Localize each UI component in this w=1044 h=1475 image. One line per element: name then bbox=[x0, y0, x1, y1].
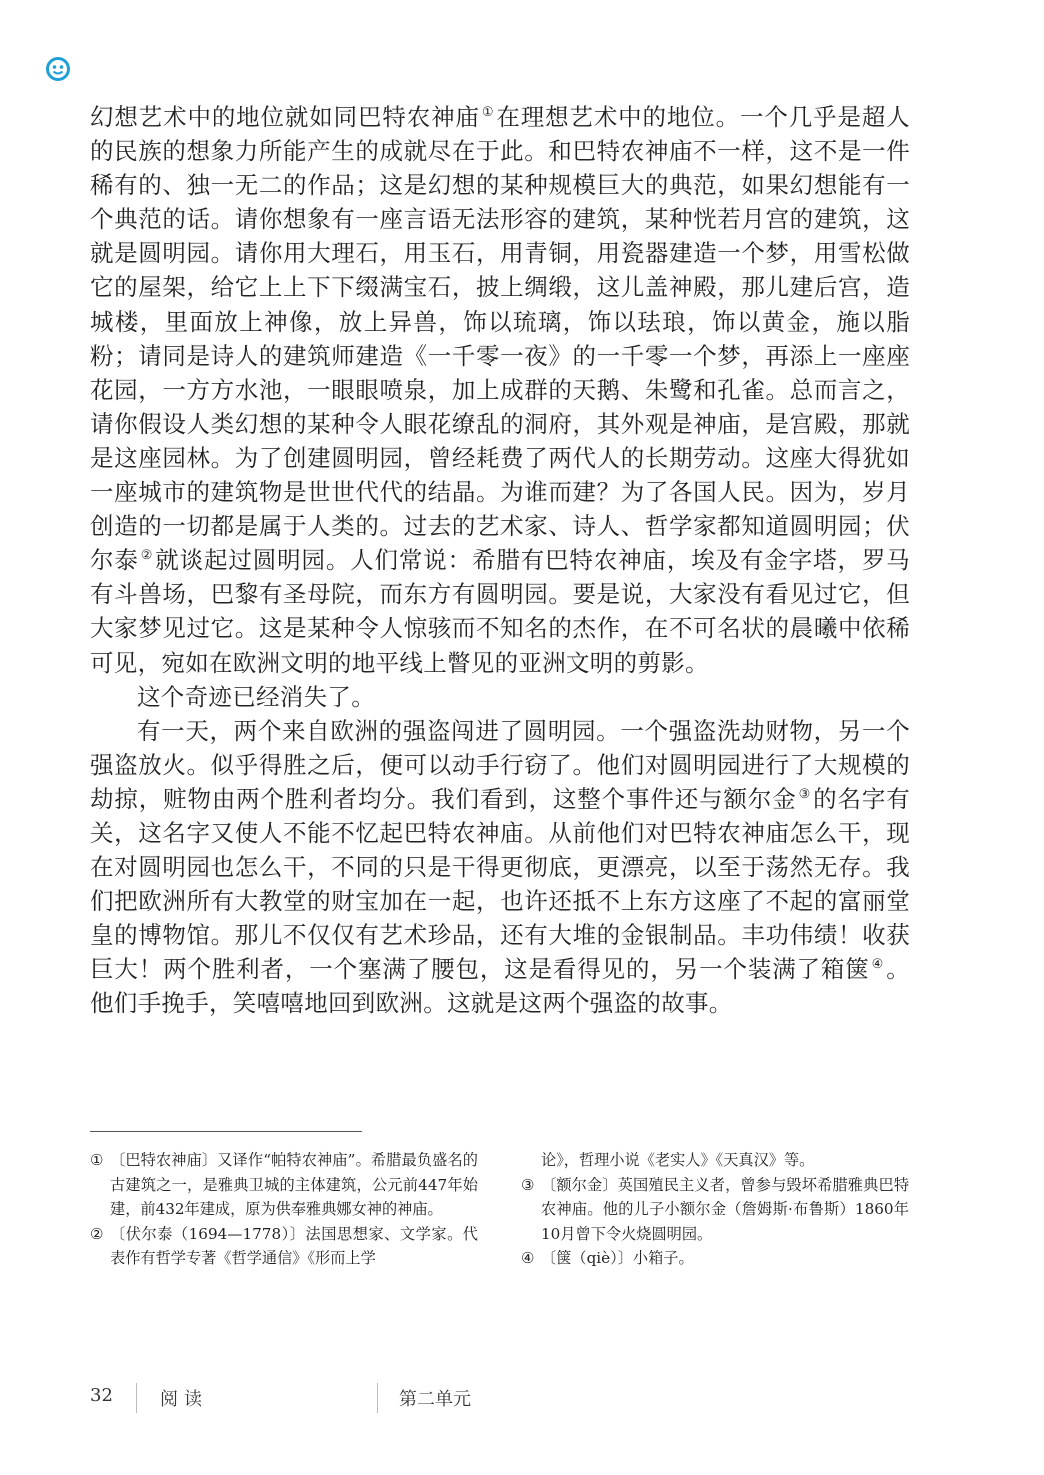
footer-divider bbox=[136, 1383, 137, 1413]
footnote-2-continued bbox=[521, 1148, 909, 1173]
footnote-text: 论》，哲理小说《老实人》《天真汉》等。 bbox=[541, 1151, 815, 1169]
footnotes-right-column bbox=[521, 1148, 909, 1271]
main-text bbox=[90, 100, 910, 1021]
footnotes-left-column bbox=[90, 1148, 478, 1271]
footnote-text: 〔伏尔泰（1694—1778）〕法国思想家、文学家。代表作有哲学专著《哲学通信》《形而上学 bbox=[110, 1224, 478, 1267]
unit-label: 第二单元 bbox=[399, 1389, 471, 1410]
footnote-ref-3[interactable]: ③ bbox=[798, 786, 812, 802]
footnote-text: 〔巴特农神庙〕又译作“帕特农神庙”。希腊最负盛名的古建筑之一，是雅典卫城的主体建筑，公元前447年始建，前432年建成，原为供奉雅典娜女神的神庙。 bbox=[110, 1151, 478, 1218]
footnote-marker: ① bbox=[90, 1151, 104, 1169]
page-footer bbox=[0, 1385, 1044, 1425]
footnote-3 bbox=[521, 1173, 909, 1247]
paragraph-1: 幻想艺术中的地位就如同巴特农神庙 ①在理想艺术中的地位。一个几乎是超人的民族的想象力所能产生的成就尽在于此。和巴特农神庙不一样，这不是一件稀有的、独一无二的作品；这是幻想的某种规模巨大的典范，如果幻想能有一个典范的话。请你想象有一座言语无法形容的建筑，某种恍若月宫的建筑，这就是圆明园。请你用大理石，用玉石，用青铜，用瓷器建造一个梦，用雪松做它的屋架，给它上上下下缀满宝石，披上绸缎，这儿盖神殿，那儿建后宫，造城楼，里面放上神像，放上异兽，饰以琉璃，饰以珐琅，饰以黄金，施以脂粉；请同是诗人的建筑师建造《一千零一夜》的一千零一个梦，再添上一座座花园，一方方水池，一眼眼喷泉，加上成群的天鹅、朱鹭和孔雀。总而言之，请你假设人类幻想的某种令人眼花缭乱的洞府，其外观是神庙，是宫殿，那就是这座园林。为了创建圆明园，曾经耗费了两代人的长期劳动。这座大得犹如一座城市的建筑物是世世代代的结晶。为谁而建？为了各国人民。因为，岁月创造的一切都是属于人类的。过去的艺术家、诗人、哲学家都知道圆明园；伏尔泰 ②就谈起过圆明园。人们常说：希腊有巴特农神庙，埃及有金字塔，罗马有斗兽场，巴黎有圣母院，而东方有圆明园。要是说，大家没有看见过它，但大家梦见过它。这是某种令人惊骇而不知名的杰作，在不可名状的晨曦中依稀可见，宛如在欧洲文明的地平线上瞥见的亚洲文明的剪影。 bbox=[90, 103, 910, 677]
footnote-divider bbox=[90, 1131, 362, 1132]
footnote-ref-2[interactable]: ② bbox=[140, 548, 154, 564]
footnote-ref-4[interactable]: ④ bbox=[871, 957, 885, 973]
section-label: 阅读 bbox=[160, 1389, 208, 1410]
footnote-marker: ② bbox=[90, 1224, 104, 1243]
paragraph-3: 有一天，两个来自欧洲的强盗闯进了圆明园。一个强盗洗劫财物，另一个强盗放火。似乎得胜之后，便可以动手行窃了。他们对圆明园进行了大规模的劫掠，赃物由两个胜利者均分。我们看到，这整个事件还与额尔金 ③的名字有关，这名字又使人不能不忆起巴特农神庙。从前他们对巴特农神庙怎么干，现在对圆明园也怎么干，不同的只是干得更彻底，更漂亮，以至于荡然无存。我们把欧洲所有大教堂的财宝加在一起，也许还抵不上东方这座了不起的富丽堂皇的博物馆。那儿不仅仅有艺术珍品，还有大堆的金银制品。丰功伟绩！收获巨大！两个胜利者，一个塞满了腰包，这是看得见的，另一个装满了箱箧 ④。他们手挽手，笑嘻嘻地回到欧洲。这就是这两个强盗的故事。 bbox=[90, 716, 911, 1018]
footnote-text: 〔箧（qiè）〕小箱子。 bbox=[541, 1249, 694, 1267]
footnote-marker: ③ bbox=[521, 1175, 535, 1194]
footnote-1 bbox=[90, 1148, 478, 1222]
page-number: 32 bbox=[90, 1385, 113, 1406]
footnote-4 bbox=[521, 1246, 909, 1271]
footnote-text: 〔额尔金〕英国殖民主义者，曾参与毁坏希腊雅典巴特农神庙。他的儿子小额尔金（詹姆斯·布鲁斯）1860年10月曾下令火烧圆明园。 bbox=[541, 1175, 909, 1243]
footnote-ref-1[interactable]: ① bbox=[481, 105, 495, 120]
footnote-marker: ④ bbox=[521, 1249, 535, 1267]
footnote-2 bbox=[90, 1222, 478, 1271]
paragraph-2: 这个奇迹已经消失了。 bbox=[137, 682, 375, 711]
smile-icon bbox=[45, 56, 71, 82]
footer-divider bbox=[377, 1383, 378, 1413]
